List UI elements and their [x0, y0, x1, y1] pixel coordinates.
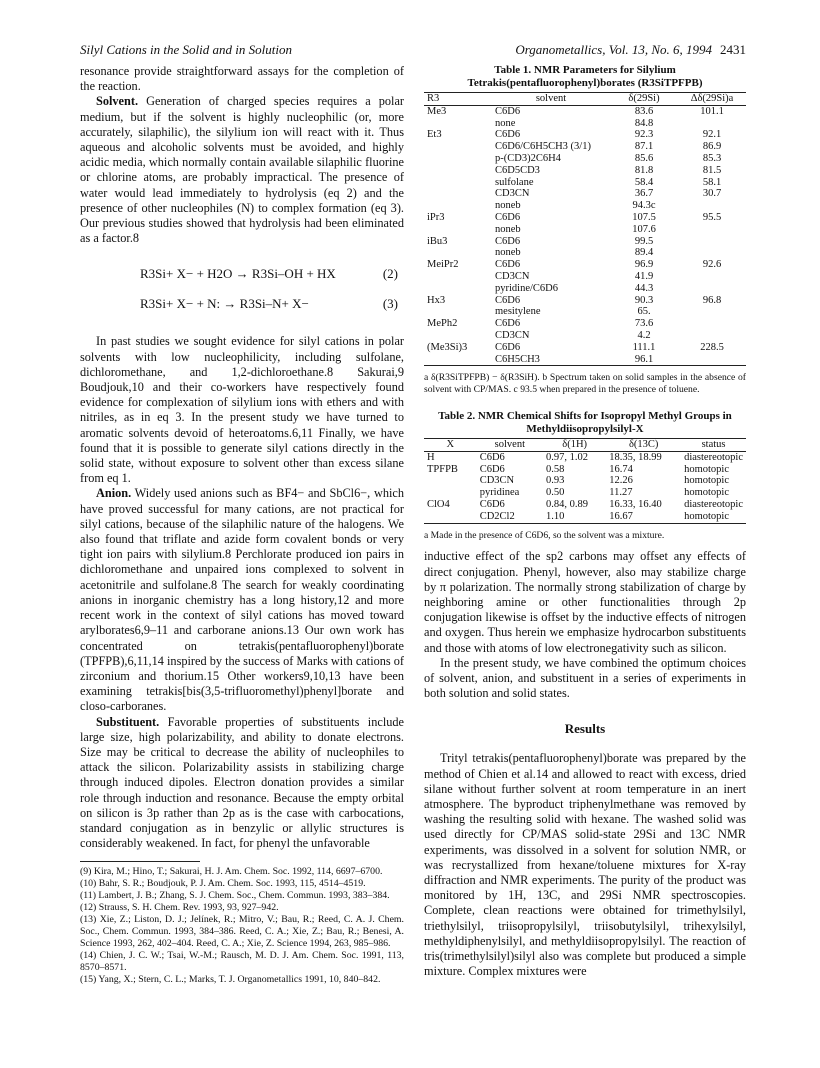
table-cell: homotopic [684, 510, 730, 522]
table-cell: C6D6 [495, 129, 521, 141]
table-cell: CD3CN [495, 329, 530, 341]
equation-3-number: (3) [382, 296, 398, 312]
table-cell: C6D6 [495, 294, 521, 306]
table-cell [678, 330, 746, 342]
table-cell: C6D5CD3 [495, 164, 540, 176]
footnote: (13) Xie, Z.; Liston, D. J.; Jelínek, R.; Mitro, V.; Bau, R.; Reed, C. A. J. Chem. Soc., Chem. Commun. 1993, 384–386. Reed, C. A.; Xie, Z.; Bau, R.; Benesi, A. Science 1993, 262, 402–404. Reed, C. A.; Xie, Z. Science 1994, 263, 985–986. [80, 914, 404, 950]
paragraph-substituent [80, 715, 404, 852]
table-cell: C6D6 [495, 341, 521, 353]
table-row [424, 200, 746, 212]
table-cell: 94.3c [632, 200, 656, 212]
table-cell: Et3 [427, 129, 442, 141]
table-header: X [446, 438, 455, 450]
footnote: (9) Kira, M.; Hino, T.; Sakurai, H. J. Am. Chem. Soc. 1992, 114, 6697–6700. [80, 866, 383, 878]
table-cell: 0.50 [545, 487, 565, 499]
paragraph-present-study: In the present study, we have combined the optimum choices of solvent, anion, and substituent in a series of experiments in both solution and solid states. [424, 655, 746, 701]
table-cell: 0.97, 1.02 [545, 451, 588, 463]
running-head-left: Silyl Cations in the Solid and in Solution [80, 42, 292, 57]
table-cell: 18.35, 18.99 [609, 451, 662, 463]
table-1-notes: a δ(R3SiTPFPB) − δ(R3SiH). b Spectrum taken on solid samples in the absence of solvent with CP/MAS. c 93.5 when prepared in the presence of toluene. [424, 372, 746, 396]
table-cell [678, 200, 746, 212]
table-cell: Me3 [427, 105, 447, 117]
table-cell [424, 511, 477, 523]
table-cell: 11.27 [609, 487, 633, 499]
table-cell: C6D6 [479, 463, 505, 475]
table-cell: mesitylene [495, 306, 541, 318]
footnote: (15) Yang, X.; Stern, C. L.; Marks, T. J. Organometallics 1991, 10, 840–842. [80, 974, 381, 986]
table-cell: iPr3 [427, 211, 445, 223]
table-cell: 41.9 [634, 270, 654, 282]
table-row [424, 177, 746, 189]
table-2-body [424, 451, 746, 523]
table-cell [424, 200, 492, 212]
table-cell: 16.33, 16.40 [609, 498, 662, 510]
table-cell: homotopic [684, 475, 730, 487]
table-cell [424, 141, 492, 153]
table-cell: 81.5 [702, 164, 722, 176]
footnote: (12) Strauss, S. H. Chem. Rev. 1993, 93, 927–942. [80, 902, 279, 914]
table-cell: 0.58 [545, 463, 565, 475]
table-row [424, 318, 746, 330]
table-cell: pyridinea [479, 487, 520, 499]
table-cell: 16.67 [609, 510, 633, 522]
table-cell: 90.3 [634, 294, 654, 306]
table-cell: 36.7 [634, 188, 654, 200]
table-cell: C6D6/C6H5CH3 (3/1) [495, 141, 591, 153]
table-row [424, 475, 746, 487]
table-cell: 92.6 [702, 259, 722, 271]
table-cell: 92.3 [634, 129, 654, 141]
table-cell: 96.9 [634, 259, 654, 271]
table-header: solvent [535, 93, 567, 104]
table-row [424, 118, 746, 130]
table-cell: 85.6 [634, 152, 654, 164]
table-cell: C6H5CH3 [495, 353, 540, 365]
table-row [424, 354, 746, 366]
equation-3-text: R3Si+ X− + N: → R3Si–N+ X− [140, 296, 309, 312]
table-cell: homotopic [684, 463, 730, 475]
table-cell: C6D6 [479, 498, 505, 510]
table-cell: 0.84, 0.89 [545, 498, 588, 510]
running-head-right [515, 42, 746, 58]
table-cell: 65. [637, 306, 651, 318]
footnote: (10) Bahr, S. R.; Boudjouk, P. J. Am. Chem. Soc. 1993, 115, 4514–4519. [80, 878, 366, 890]
subhead-substituent: Substituent. [96, 714, 160, 729]
table-row [424, 188, 746, 200]
substituent-text: Favorable properties of substituents include large size, high polarizability, and ability to donate electrons. Size may be critical to decrease the ability of nucleophiles to attack the silicon. Polarizability assists in stabilizing charge through induced dipoles. Electron donation provides a similar role through induction and resonance. Because the empty orbital on silicon is 3p rather than 2p as is the case with carbocations, standard conjugation as in benzylic or allylic structures is considerably weakened. In fact, for phenyl the unfavorable [80, 714, 404, 851]
table-cell: 99.5 [634, 235, 654, 247]
paragraph-anion [80, 486, 404, 714]
table-cell: CD3CN [495, 188, 530, 200]
table-header: Δδ(29Si)a [690, 93, 734, 104]
table-cell: H [427, 451, 435, 463]
table-cell [678, 247, 746, 259]
table-row [424, 247, 746, 259]
table-1-body [424, 105, 746, 366]
table-cell [678, 306, 746, 318]
table-cell: 16.74 [609, 463, 633, 475]
table-header: δ(1H) [562, 438, 588, 450]
table-cell: CD3CN [495, 270, 530, 282]
table-cell: CD2Cl2 [479, 510, 515, 522]
table-row [424, 236, 746, 248]
table-cell: C6D6 [495, 211, 521, 223]
table-cell: 84.8 [634, 117, 654, 129]
table-row [424, 141, 746, 153]
table-cell: Hx3 [427, 294, 446, 306]
table-cell: MePh2 [427, 318, 458, 330]
table-cell: C6D6 [495, 235, 521, 247]
table-cell: 81.8 [634, 164, 654, 176]
table-header: solvent [494, 438, 525, 450]
table-cell: 4.2 [637, 329, 651, 341]
paragraph-solvent [80, 94, 404, 246]
table-cell: 87.1 [634, 141, 654, 153]
equation-2-number: (2) [382, 266, 398, 282]
table-cell: C6D6 [495, 259, 521, 271]
table-cell [424, 153, 492, 165]
table-cell [678, 318, 746, 330]
table-cell: 101.1 [700, 105, 724, 117]
table-cell: 111.1 [632, 341, 656, 353]
table-row [424, 224, 746, 236]
table-1-caption: Table 1. NMR Parameters for Silylium Tetrakis(pentafluorophenyl)borates (R3SiTPFPB) [467, 64, 703, 89]
table-cell [424, 165, 492, 177]
subhead-solvent: Solvent. [96, 94, 139, 109]
paragraph-trityl: Trityl tetrakis(pentafluorophenyl)borate was prepared by the method of Chien et al.14 and allowed to react with excess, dried silane without further solvent at room temperature in an inert atmosphere. The byproduct triphenylmethane was removed by washing the resulting solid with hexane. The washed solid was used directly for CP/MAS solid-state 29Si and 13C NMR experiments, was dissolved in a solvent for solution NMR, or was recrystallized from hexane/toluene mixtures for X-ray diffraction and NMR experiments. The purity of the product was monitored by 1H, 13C, and 29Si NMR spectroscopies. Complete, clean reactions were obtained for trimethylsilyl, triethylsilyl, triisopropylsilyl, triisobutylsilyl, trihexylsilyl, methyldiphenylsilyl, and methyldiisopropylsilyl. The reaction of tris(trimethylsilyl)silyl also was complete but produced a simple mixture. Complex mixtures were [424, 751, 746, 979]
table-cell [424, 177, 492, 189]
anion-text: Widely used anions such as BF4− and SbCl6−, which have proved successful for many cations, are not practical for silyl cations, because of the silaphilic nature of the halogens. We also found that triflate and azide form covalent bonds or very tight ion pairs with silylium.8 Perchlorate produced ion pairs in dichloromethane and unpaired ions complexed to solvent in acetonitrile and sulfolane.8 The search for weakly coordinating anions in inorganic chemistry has a long history,12 and more recent work in the context of silyl cations has moved toward arylborates6,9–11 and carborane anions.13 Our own work has concentrated on tetrakis(pentafluorophenyl)borate (TPFPB),6,11,14 inspired by the success of Marks with cations of zirconium and thorium.15 Other workers9,10,13 have been examining tetrakis[bis(3,5-trifluoromethyl)phenyl]borate and closo-carboranes. [80, 486, 405, 714]
footnotes [80, 866, 404, 986]
table-cell: 96.8 [702, 294, 722, 306]
table-cell: pyridine/C6D6 [495, 282, 558, 294]
table-cell [424, 487, 477, 499]
table-row [424, 105, 746, 117]
table-cell: C6D6 [495, 318, 521, 330]
table-cell [678, 236, 746, 248]
subhead-anion: Anion. [96, 486, 132, 501]
table-cell: 44.3 [634, 282, 654, 294]
paragraph-past-studies: In past studies we sought evidence for silyl cations in polar solvents with low nucleophilicity, including sulfolane, dichloromethane, and 1,2-dichloroethane.8 Sakurai,9 Boudjouk,10 and their co-workers have respectively found evidence for complexation of silylium ions with ethers and with nitriles, as in eq 3. In the present study we have turned to aromatic solvents devoid of heteroatoms.6,11 Finally, we have found that it is possible to generate silyl cations directly in the solid state, without exposure to solvent other than excess silane from eq 1. [80, 334, 404, 486]
equation-2 [140, 266, 404, 282]
table-cell: C6D6 [495, 105, 521, 117]
table-cell [424, 330, 492, 342]
table-cell [678, 354, 746, 366]
journal-citation: Organometallics, Vol. 13, No. 6, 1994 [515, 42, 712, 57]
table-row [424, 165, 746, 177]
table-row [424, 306, 746, 318]
table-header: δ(13C) [628, 438, 659, 450]
table-cell: 89.4 [634, 247, 654, 259]
table-row [424, 342, 746, 354]
table-row [424, 487, 746, 499]
table-cell [424, 475, 477, 487]
table-cell: 58.1 [702, 176, 722, 188]
footnote: (11) Lambert, J. B.; Zhang, S. J. Chem. Soc., Chem. Commun. 1993, 383–384. [80, 890, 390, 902]
table-row [424, 153, 746, 165]
table-cell: 95.5 [702, 211, 722, 223]
section-heading-results: Results [564, 721, 606, 737]
paragraph-inductive: inductive effect of the sp2 carbons may offset any effects of direct conjugation. Phenyl, however, also may stabilize charge by π polarization. The normally strong stabilization of charge by neighboring amine or other functionalities through 2p conjugation likewise is offset by the inductive effects of nitrogen and oxygen. Thus herein we emphasize hydrocarbon substituents and those with atoms of low electronegativity such as silicon. [424, 549, 746, 655]
right-column [424, 64, 746, 979]
table-cell: 107.5 [632, 211, 656, 223]
table-cell: sulfolane [495, 176, 534, 188]
table-cell: 73.6 [634, 318, 654, 330]
equation-2-text: R3Si+ X− + H2O → R3Si–OH + HX [140, 266, 336, 282]
table-row [424, 511, 746, 523]
table-cell: noneb [495, 200, 521, 212]
table-2-notes: a Made in the presence of C6D6, so the solvent was a mixture. [424, 529, 665, 541]
page-number: 2431 [720, 42, 746, 57]
table-row [424, 330, 746, 342]
table-cell [678, 283, 746, 295]
table-cell [678, 271, 746, 283]
table-cell: 92.1 [702, 129, 722, 141]
table-header: R3 [427, 93, 440, 104]
table-header: δ(29Si) [628, 93, 660, 104]
table-row [424, 283, 746, 295]
table-cell: diastereotopic [684, 451, 743, 463]
table-cell: 1.10 [545, 510, 565, 522]
table-cell [424, 306, 492, 318]
table-cell: 58.4 [634, 176, 654, 188]
table-2-caption: Table 2. NMR Chemical Shifts for Isopropyl Methyl Groups in Methyldiisopropylsilyl-X [438, 409, 732, 435]
footnote-rule [80, 861, 200, 862]
table-row [424, 129, 746, 141]
table-cell: MeiPr2 [427, 259, 459, 271]
table-cell: 30.7 [702, 188, 722, 200]
left-column [80, 64, 404, 986]
table-cell: TPFPB [427, 463, 458, 475]
table-cell [424, 354, 492, 366]
table-cell: 86.9 [702, 141, 722, 153]
equation-3 [140, 296, 404, 312]
table-1 [424, 92, 746, 366]
table-cell: 96.1 [634, 353, 654, 365]
table-cell: 12.26 [609, 475, 633, 487]
table-cell: noneb [495, 247, 521, 259]
table-row [424, 464, 746, 476]
table-2 [424, 438, 746, 524]
table-cell: (Me3Si)3 [427, 341, 468, 353]
table-cell [424, 271, 492, 283]
table-cell: C6D6 [479, 451, 505, 463]
table-cell: 107.6 [632, 223, 656, 235]
table-cell: p-(CD3)2C6H4 [495, 152, 561, 164]
table-cell [424, 188, 492, 200]
table-cell: diastereotopic [684, 498, 743, 510]
footnote: (14) Chien, J. C. W.; Tsai, W.-M.; Rausch, M. D. J. Am. Chem. Soc. 1991, 113, 8570–8571. [80, 950, 404, 974]
table-cell: ClO4 [427, 498, 450, 510]
table-cell: 83.6 [634, 105, 654, 117]
table-row [424, 499, 746, 511]
table-cell: 85.3 [702, 152, 722, 164]
table-cell [424, 247, 492, 259]
table-cell: none [495, 117, 516, 129]
table-cell [424, 224, 492, 236]
table-cell: 0.93 [545, 475, 565, 487]
table-cell: 228.5 [700, 341, 724, 353]
table-cell [678, 224, 746, 236]
table-cell: homotopic [684, 487, 730, 499]
table-header: status [701, 438, 726, 450]
table-cell [424, 283, 492, 295]
table-cell: CD3CN [479, 475, 515, 487]
table-row [424, 295, 746, 307]
table-row [424, 271, 746, 283]
table-cell [424, 118, 492, 130]
table-cell: noneb [495, 223, 521, 235]
paragraph-continuation: resonance provide straightforward assays for the completion of the reaction. [80, 64, 404, 94]
solvent-text: Generation of charged species requires a polar medium, but if the solvent is highly nucleophilic (or, more accurately, silaphilic), the silylium ion will react with it. Thus aqueous and alcoholic solvents must be avoided, and highly acidic media, which normally contain available silaphilic fluorine or chlorine atoms, are probably impractical. The presence of water would lead immediately to hydrolysis (eq 2) and the presence of other nucleophiles (N) to complex formation (eq 3). Our previous studies showed that hydrolysis had been eliminated as a factor.8 [80, 94, 404, 246]
table-cell: iBu3 [427, 235, 448, 247]
table-row [424, 259, 746, 271]
table-row [424, 451, 746, 463]
table-row [424, 212, 746, 224]
table-cell [678, 118, 746, 130]
